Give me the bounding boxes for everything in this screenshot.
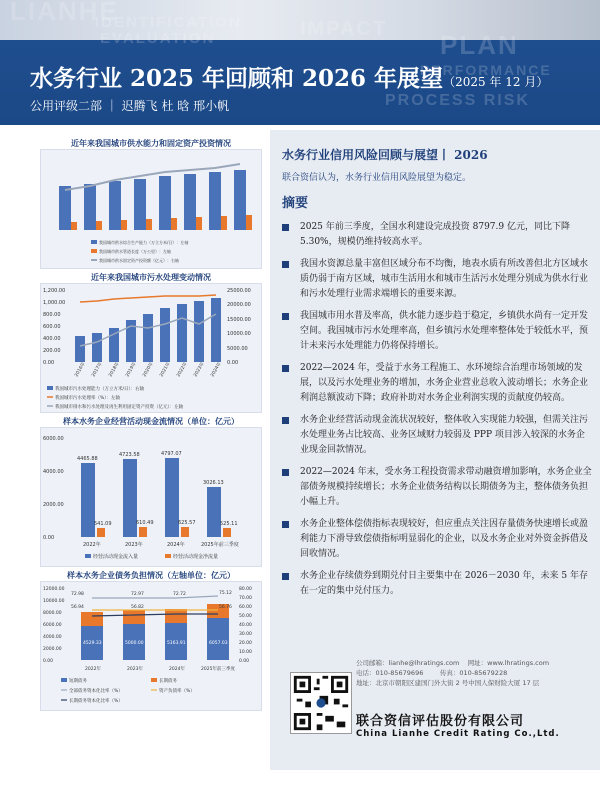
qr-module [317,713,323,716]
bullet-square-icon [282,313,289,320]
bar [139,527,147,537]
qr-module [322,676,328,679]
chart-2-left-axis [43,288,65,366]
bar [134,179,146,230]
tick-label: 0.00 [227,360,239,366]
tick-label: 2022年 [85,667,101,672]
bar [171,218,177,230]
tick-label: 2025年前三季度 [201,542,239,548]
company-name-cn: 联合资信评估股份有限公司 [356,714,525,729]
contact-info [356,658,596,688]
list-item [282,257,592,302]
tick-label: 2022年 [176,361,189,378]
chart-2-title: 近年来我国城市污水处理变动情况 [91,273,211,282]
tick-label: 12000.00 [43,587,65,592]
chart-4-line-1 [92,596,218,598]
legend-swatch [91,240,97,244]
chart-4-right-axis [239,586,252,664]
bar [246,215,252,230]
list-item [282,220,592,250]
list-item [282,517,592,562]
ghost-word: IDENTIFICATION [95,14,242,31]
list-item-text: 水务企业存续债券到期兑付日主要集中在 2026－2030 年，未来 5 年存在一定的集中兑付压力。 [300,571,588,596]
chart-3-x-axis [83,541,239,548]
list-item-text: 我国水资源总量丰富但区域分布不均衡，地表水质有所改善但北方区域水质仍弱于南方区域，城市生活用水和城市生活污水处理分别成为供水行业和污水处理行业需求端增长的重要来源。 [300,259,589,299]
list-item-text: 2022—2024 年末，受水务工程投资需求带动融资增加影响，水务企业全部债务规模持续增长；水务企业债务结构以长期债务为主，整体债务负担小幅上升。 [300,467,592,507]
chart-2-svg [41,284,261,412]
tick-label: 50.00 [239,614,252,619]
qr-module [317,724,323,730]
tick-label: 6000.00 [43,436,64,442]
bar [207,487,221,537]
tick-label: 0.00 [239,659,250,664]
bar [165,609,187,623]
abstract-heading: 摘要 [282,196,309,211]
list-item-text: 我国城市用水普及率高，供水能力逐步趋于稳定，乡镇供水尚有一定开发空间。我国城市污水处理率高，但乡镇污水处理率整体处于较低水平，预计未来污水处理能力仍将保持增长。 [300,311,589,351]
tick-label: 800.00 [43,312,61,318]
report-title [30,60,548,93]
ghost-word: PLAN [440,30,519,60]
bar [146,219,152,230]
bar [159,176,171,230]
bar [207,618,229,660]
list-item [282,569,592,599]
bar [96,221,102,230]
chart-3-inflow-labels [77,451,224,486]
data-label: 4529.33 [83,641,102,646]
bar [209,172,221,230]
data-label: 56.76 [219,605,232,610]
bar [59,186,71,230]
data-label: 4465.88 [77,456,98,462]
abstract-list [282,220,592,606]
tick-label: 0.00 [43,659,54,664]
contact-email[interactable]: 公司邮箱：lianhe@lhratings.com [356,659,460,667]
data-label: 610.49 [136,520,154,526]
bullet-square-icon [282,365,289,372]
legend-swatch [85,554,91,558]
bullet-square-icon [282,224,289,231]
qr-code-icon [290,672,352,734]
section-title: 水务行业信用风险回顾与展望丨 2026 [282,148,488,162]
list-item-text: 2022—2024 年，受益于水务工程施工、水环境综合治理市场领域的发展，以及污水处理业务的增加，水务企业营业总收入波动增长；水务企业利润总额波动下降；政府补助对水务企业利润实现的贡献度仍较高。 [300,363,589,403]
tick-label: 8000.00 [43,611,62,616]
tick-label: 1,200.00 [43,288,66,294]
legend-swatch [47,386,53,390]
qr-finder-center [300,719,306,725]
tick-label: 2000.00 [43,647,62,652]
chart-2 [40,283,262,413]
tick-label: 2024年 [210,361,223,378]
contact-address: 地址：北京市朝阳区建国门外大街 2 号中国人保财险大厦 17 层 [356,679,540,687]
tick-label: 0.00 [43,535,55,541]
bar [160,308,170,362]
chart-4-legend-2: 长期债务 [159,679,177,684]
bar [81,612,103,626]
tick-label: 1,000.00 [43,300,66,306]
chart-4-left-axis [43,586,65,664]
tick-label: 10000.00 [227,331,251,337]
chart-2-right-axis [227,288,251,366]
chart-2-line-1 [80,295,216,302]
data-label: 5000.00 [125,641,144,646]
report-date: （2025 年 12 月） [443,75,549,89]
data-label: 56.82 [131,605,144,610]
bullet-square-icon [282,573,289,580]
data-label: 4723.58 [119,452,140,458]
tick-label: 2023年 [193,361,206,378]
list-item [282,309,592,354]
tick-label: 2018年 [108,361,121,378]
bar [165,458,179,537]
bar [196,217,202,230]
bar [81,463,95,537]
tick-label: 2021年 [159,361,172,378]
tick-label: 25000.00 [227,288,251,294]
data-label: 72.98 [71,592,84,597]
chart-4-legend-4: 资产负债率（%） [159,689,195,694]
bar [221,216,227,230]
legend-swatch [91,249,97,253]
chart-1-legend-1: 我国城市供水综合生产能力（万立方米/日）：左轴 [99,240,189,245]
qr-module [325,716,334,722]
bar [234,170,246,230]
data-label: 5163.91 [167,641,186,646]
tick-label: 2019年 [125,361,138,378]
chart-2-legend-2: 我国城市污水处理率（%）：左轴 [55,396,121,401]
qr-module [337,722,346,728]
qr-module [314,687,320,690]
bar [109,181,121,230]
tick-label: 6000.00 [43,623,62,628]
summary-panel [270,130,600,770]
ghost-word: PERFORMANCE [420,62,552,78]
chart-4-svg [41,582,261,710]
bar [211,298,221,362]
tick-label: 10000.00 [43,599,65,604]
qr-finder-center [337,682,343,688]
bar [75,336,85,362]
header-banner [0,0,600,125]
bar [177,304,187,362]
section-subtitle: 联合资信认为，水务行业信用风险展望为稳定。 [282,173,472,183]
chart-1-bars [59,170,246,230]
tick-label: 15000.00 [227,317,251,323]
chart-4-legend-1: 短期债务 [69,679,87,684]
contact-fax: 传真：010-85679228 [439,669,508,677]
chart-1-legend-2: 我国城市供水管道长度（万公里）：左轴 [99,249,171,254]
chart-4-legend-5: 长期债务资本化比率（%） [69,699,123,704]
bullet-square-icon [282,469,289,476]
chart-3-title: 样本水务企业经营活动现金流情况（单位：亿元） [63,417,239,426]
chart-3 [40,427,262,567]
tick-label: 20.00 [239,641,252,646]
bar [71,222,77,230]
chart-4 [40,581,262,711]
chart-2-x-axis [73,360,223,378]
tick-label: 2025年前三季度 [201,667,235,672]
tick-label: 200.00 [43,348,61,354]
chart-2-legend-1: 我国城市污水处理能力（万立方米/日）：右轴 [55,387,145,392]
bar [184,174,196,230]
chart-4-line-3 [92,614,218,616]
data-label: 72.97 [131,592,144,597]
tick-label: 20000.00 [227,302,251,308]
report-authors: 公用评级二部 ｜ 迟腾飞 杜 晗 邢小帆 [30,99,230,113]
tick-label: 30.00 [239,632,252,637]
tick-label: 5000.00 [227,346,248,352]
list-item [282,413,592,458]
chart-1-svg [41,150,261,268]
contact-row [356,658,596,668]
contact-phone: 电话：010-85679696 [356,669,424,677]
legend-swatch [61,678,67,682]
legend-swatch [151,678,157,682]
charts-column [40,130,262,714]
qr-module [334,699,340,705]
tick-label: 2020年 [142,361,155,378]
tick-label: 4000.00 [43,635,62,640]
contact-row [356,668,596,678]
ghost-word: LIANHE [10,0,119,26]
tick-label: 2022年 [83,542,101,548]
chart-1 [40,149,262,269]
bar [143,314,153,362]
qr-logo [316,698,325,707]
bar [123,459,137,537]
chart-3-legend-2: 经营活动现金净流量 [173,554,219,560]
bar [223,528,231,537]
tick-label: 0.00 [43,360,55,366]
chart-3-svg [41,428,261,566]
list-item-text: 水务企业经营活动现金流状况较好，整体收入实现能力较强，但需关注污水处理业务占比较高、业务区域财力较弱及 PPP 项目涉入较深的水务企业现金回款情况。 [300,415,589,455]
chart-2-bars [75,298,221,362]
chart-3-legend-1: 经营活动现金流入量 [93,554,139,560]
bar [121,220,127,230]
data-label: 75.12 [219,591,232,596]
ghost-word: IMPACT [300,18,388,40]
chart-2-legend-3: 我国城市排水和污水处理及再生利用固定资产投资（亿元）：左轴 [55,405,184,410]
report-title-main: 水务行业 2025 年回顾和 2026 年展望 [30,65,444,92]
bullet-square-icon [282,417,289,424]
bar [181,527,189,537]
chart-4-bar-labels [83,640,228,646]
tick-label: 80.00 [239,587,252,592]
data-label: 6057.03 [209,641,228,646]
ghost-word: PROCESS RISK [385,92,530,109]
tick-label: 2017年 [91,361,104,378]
chart-1-legend-3: 我国城市供水固定资产投资额（亿元）：右轴 [99,258,179,263]
ghost-word: EVALUATION [100,30,216,47]
contact-website[interactable]: 网址：www.lhratings.com [467,659,550,667]
tick-label: 400.00 [43,336,61,342]
bar [97,528,105,537]
chart-3-y-axis [43,436,64,541]
tick-label: 2016年 [74,361,87,378]
data-label: 56.94 [71,605,84,610]
bar [123,610,145,624]
qr-module [342,704,348,707]
qr-module [317,679,320,685]
tick-label: 2023年 [127,667,143,672]
company-name-en: China Lianhe Credit Rating Co.,Ltd. [356,729,560,739]
tick-label: 2000.00 [43,502,64,508]
tick-label: 70.00 [239,596,252,601]
bar [194,301,204,362]
tick-label: 2024年 [167,542,185,548]
tick-label: 10.00 [239,650,252,655]
qr-module [305,702,311,708]
list-item-text: 水务企业整体偿债指标表现较好，但应重点关注因存量债务快速增长或盈利能力下滑导致偿债指标明显弱化的企业，以及水务企业对外资金拆借及回收情况。 [300,519,589,559]
chart-4-x-axis [85,665,235,672]
chart-4-long-bars [81,618,229,660]
tick-label: 40.00 [239,623,252,628]
data-label: 72.72 [173,592,186,597]
bar [84,184,96,230]
chart-4-legend-3: 全部债务资本化比率（%） [69,689,123,694]
qr-finder-center [300,682,306,688]
bullet-square-icon [282,521,289,528]
list-item [282,465,592,510]
legend-swatch [165,554,171,558]
data-label: 4797.07 [161,451,182,457]
list-item [282,361,592,406]
tick-label: 600.00 [43,324,61,330]
chart-1-title: 近年来我国城市供水能力和固定资产投资情况 [71,139,231,148]
tick-label: 60.00 [239,605,252,610]
data-label: 541.09 [94,521,112,527]
data-label: 3026.13 [203,480,224,486]
tick-label: 4000.00 [43,469,64,475]
chart-4-title: 样本水务企业债务负担情况（左轴单位：亿元） [67,571,235,580]
tick-label: 2024年 [169,667,185,672]
data-label: 625.57 [178,520,196,526]
bar [92,333,102,362]
tick-label: 2023年 [125,542,143,548]
qr-module [297,699,303,702]
data-label: 525.11 [220,521,238,527]
list-item-text: 2025 年前三季度，全国水利建设完成投资 8797.9 亿元，同比下降 5.30%，规模仍维持较高水平。 [300,222,570,247]
bullet-square-icon [282,261,289,268]
